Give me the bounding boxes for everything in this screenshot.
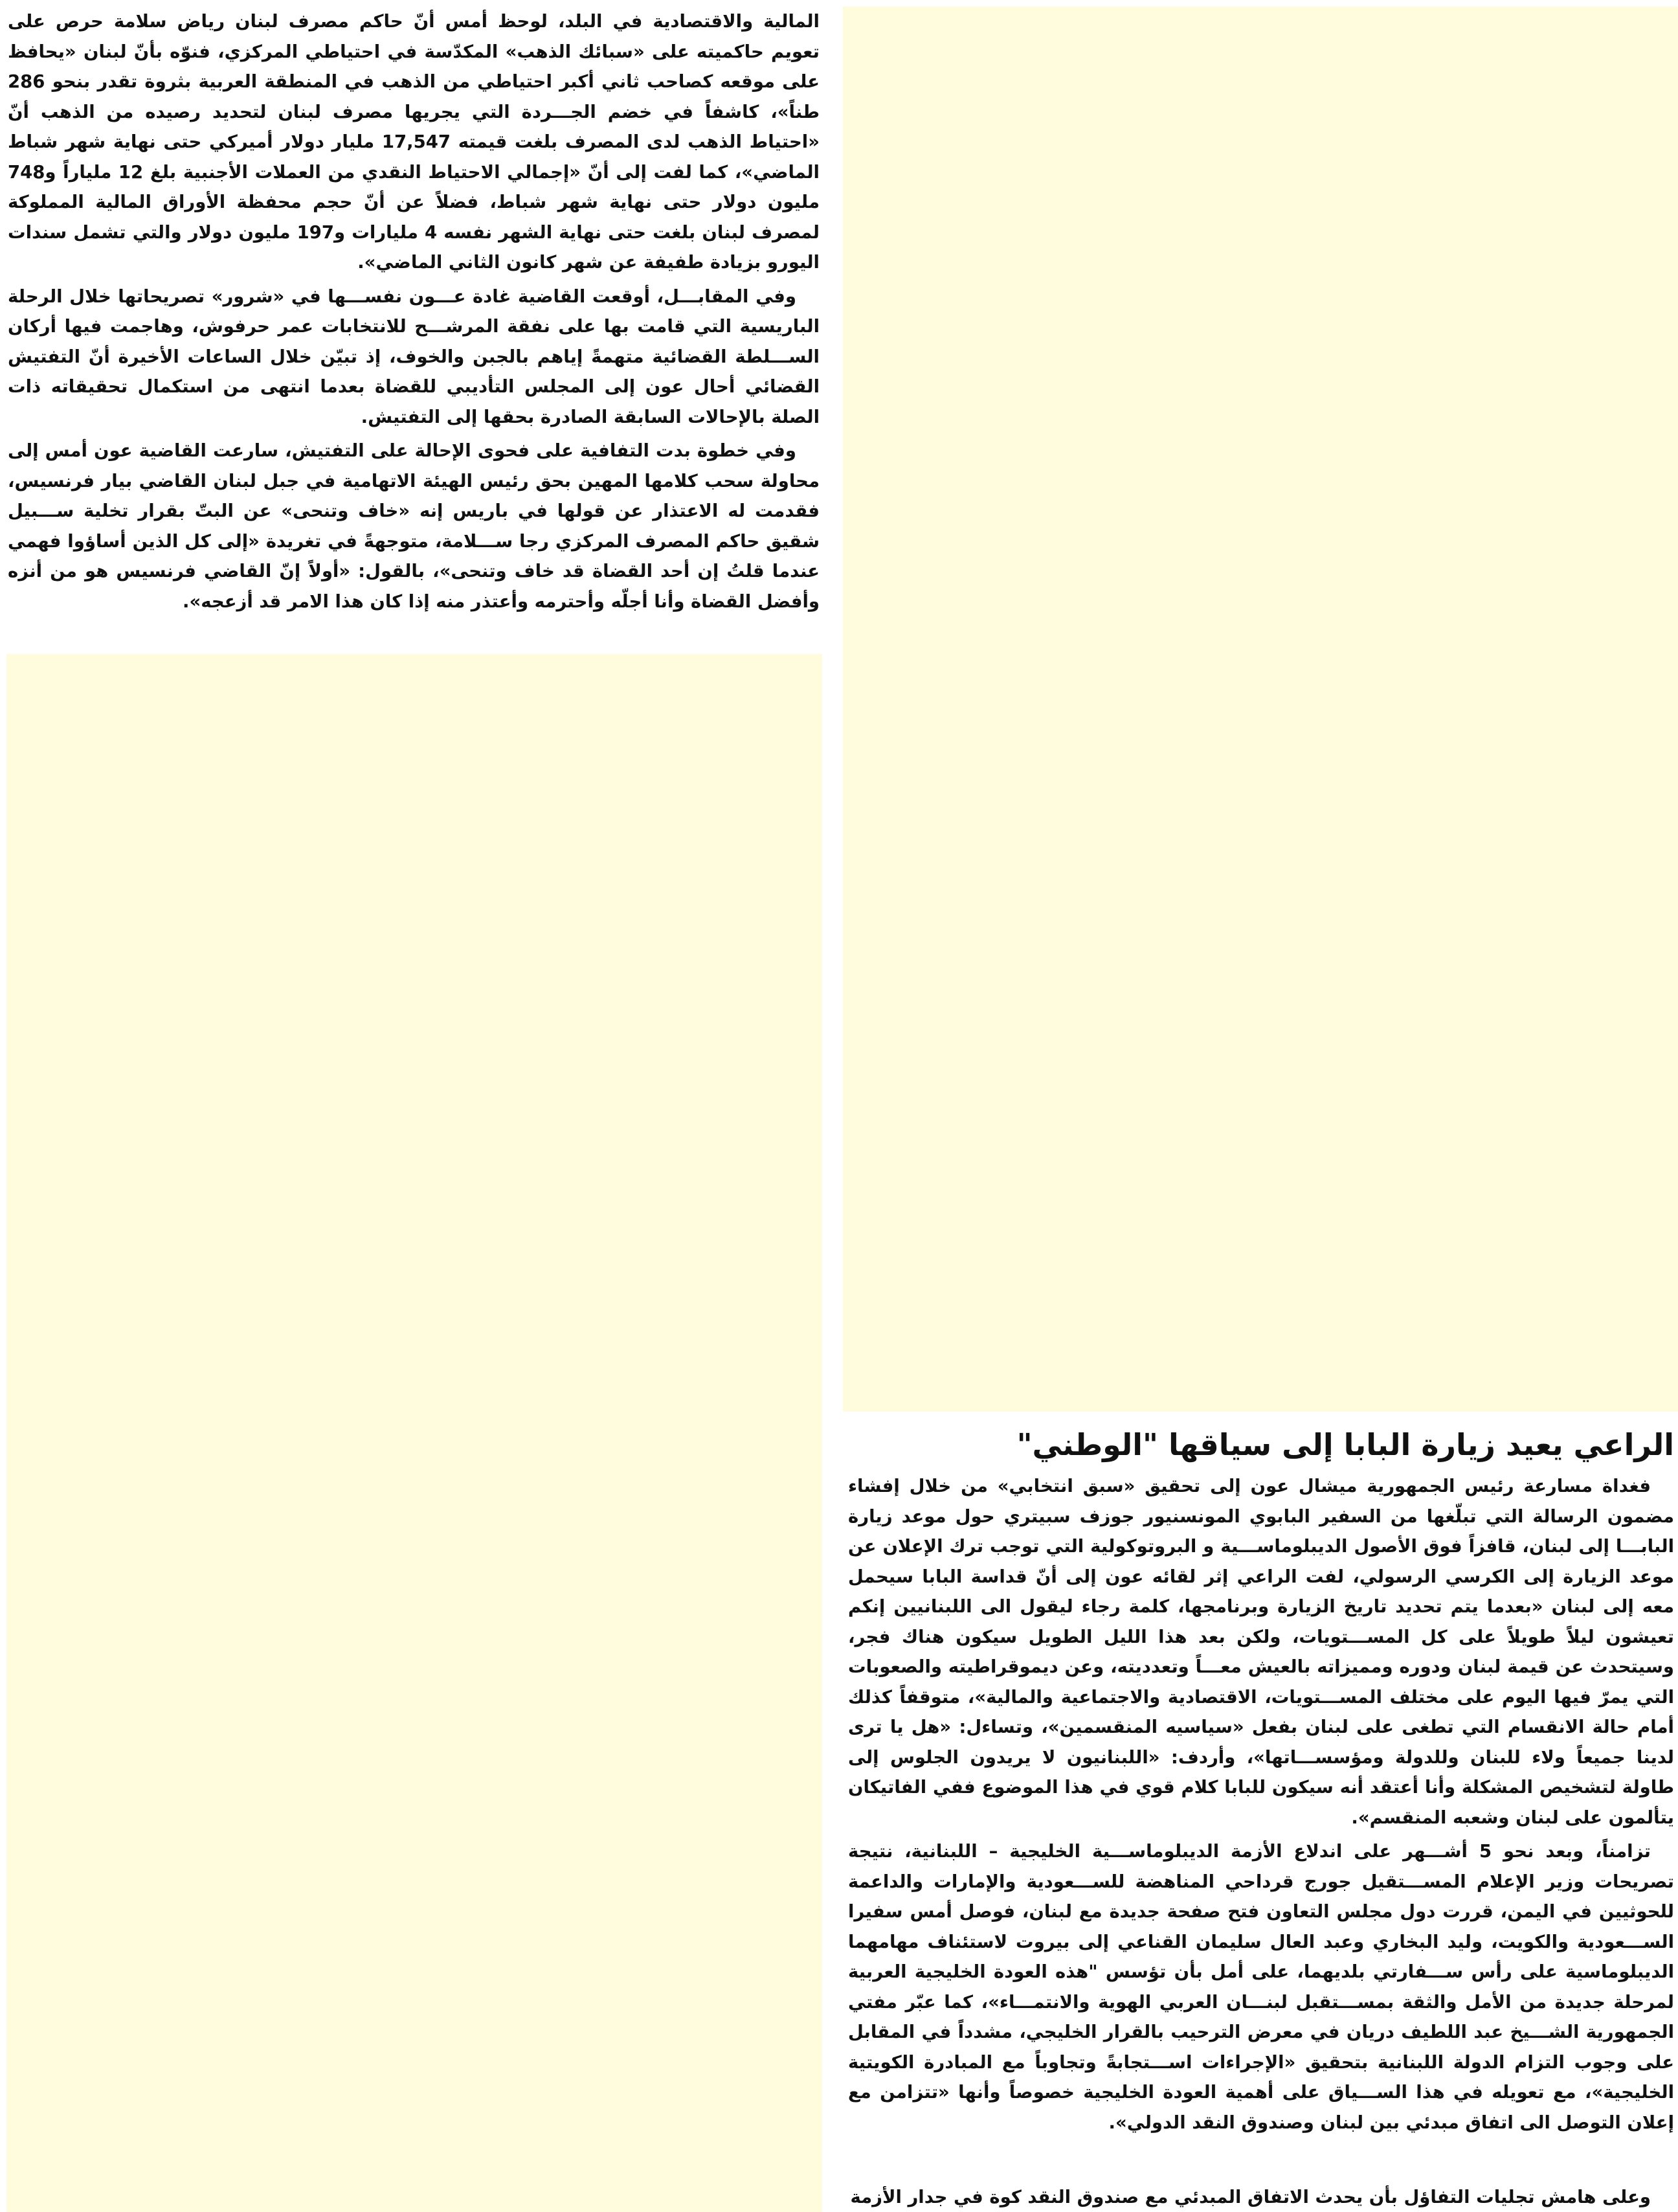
shaded-column-block-bottom-left — [6, 654, 822, 2212]
article-paragraph: تزامناً، وبعد نحو 5 أشـــهر على اندلاع الأزمة الديبلوماســـية الخليجية – اللبنانية، نتيجة تصريحات وزير الإعلام المســـتقيل جورج قرداحي المناهضة للســـعودية والإمارات والداعمة للحوثيين في اليمن، قررت دول مجلس التعاون فتح صفحة جديدة مع لبنان، فوصل أمس سفيرا الســـعودية والكويت، وليد البخاري وعبد العال سليمان القناعي إلى بيروت لاستئناف مهامهما الديبلوماسية على رأس ســـفارتي بلديهما، على أمل بأن تؤسس "هذه العودة الخليجية العربية لمرحلة جديدة من الأمل والثقة بمســـتقبل لبنـــان العربي الهوية والانتمـــاء»، كما عبّر مفتي الجمهورية الشـــيخ عبد اللطيف دريان في معرض الترحيب بالقرار الخليجي، مشدداً في المقابل على وجوب التزام الدولة اللبنانية بتحقيق «الإجراءات اســـتجابةً وتجاوباً مع المبادرة الكويتية الخليجية»، مع تعويله في هذا الســـياق على أهمية العودة الخليجية خصوصاً وأنها «تتزامن مع إعلان التوصل الى اتفاق مبدئي بين لبنان وصندوق النقد الدولي». — [848, 1841, 1674, 2133]
article-top-column — [8, 6, 820, 616]
article-paragraph-tail: وعلى هامش تجليات التفاؤل بأن يحدث الاتفاق المبدئي مع صندوق النقد كوة في جدار الأزمة — [850, 2187, 1651, 2207]
article-paragraph: فغداة مسارعة رئيس الجمهورية ميشال عون إلى تحقيق «سبق انتخابي» من خلال إفشاء مضمون الرسالة التي تبلّغها من السفير البابوي المونسنيور جوزف سبيتري حول موعد زيارة البابـــا إلى لبنان، قافزاً فوق الأصول الديبلوماســـية و البروتوكولية التي توجب ترك الإعلان عن موعد الزيارة إلى الكرسي الرسولي، لفت الراعي إثر لقائه عون إلى أنّ قداسة البابا سيحمل معه إلى لبنان «بعدما يتم تحديد تاريخ الزيارة وبرنامجها، كلمة رجاء ليقول الى اللبنانيين إنكم تعيشون ليلاً طويلاً على كل المســـتويات، ولكن بعد هذا الليل الطويل سيكون هناك فجر، وسيتحدث عن قيمة لبنان ودوره ومميزاته بالعيش معـــاً وتعدديته، وعن ديموقراطيته والصعوبات التي يمرّ فيها اليوم على مختلف المســـتويات، الاقتصادية والاجتماعية والمالية»، متوقفاً كذلك أمام حالة الانقسام التي تطغى على لبنان بفعل «سياسيه المنقسمين»، وتساءل: «هل يا ترى لدينا جميعاً ولاء للبنان وللدولة ومؤسســـاتها»، وأردف: «اللبنانيون لا يريدون الجلوس إلى طاولة لتشخيص المشكلة وأنا أعتقد أنه سيكون للبابا كلام قوي في هذا الموضوع ففي الفاتيكان يتألمون على لبنان وشعبه المنقسم». — [848, 1476, 1674, 1828]
article-continuation-line — [848, 2182, 1674, 2212]
article-paragraph: وفي المقابـــل، أوقعت القاضية غادة عـــون نفســـها في «شرور» تصريحاتها خلال الرحلة الباريسية التي قامت بها على نفقة المرشـــح للانتخابات عمر حرفوش، وهاجمت فيها أركان الســـلطة القضائية متهمةً إياهم بالجبن والخوف، إذ تبيّن خلال الساعات الأخيرة أنّ التفتيش القضائي أحال عون إلى المجلس التأديبي للقضاة بعدما انتهى من استكمال تحقيقاته ذات الصلة بالإحالات السابقة الصادرة بحقها إلى التفتيش. — [8, 286, 820, 427]
article-bottom-column — [848, 1425, 1674, 2138]
article-paragraph: المالية والاقتصادية في البلد، لوحظ أمس أنّ حاكم مصرف لبنان رياض سلامة حرص على تعويم حاكميته على «سبائك الذهب» المكدّسة في احتياطي المركزي، فنوّه بأنّ لبنان «يحافظ على موقعه كصاحب ثاني أكبر احتياطي من الذهب في المنطقة العربية بثروة تقدر بنحو 286 طناً»، كاشفاً في خضم الجـــردة التي يجريها مصرف لبنان لتحديد رصيده من الذهب أنّ «احتياط الذهب لدى المصرف بلغت قيمته 17,547 مليار دولار أميركي حتى نهاية شهر شباط الماضي»، كما لفت إلى أنّ «إجمالي الاحتياط النقدي من العملات الأجنبية بلغ 12 ملياراً و748 مليون دولار حتى نهاية شهر شباط، فضلاً عن أنّ حجم محفظة الأوراق المالية المملوكة لمصرف لبنان بلغت حتى نهاية الشهر نفسه 4 مليارات و197 مليون دولار والتي تشمل سندات اليورو بزيادة طفيفة عن شهر كانون الثاني الماضي». — [8, 11, 820, 273]
article-headline: الراعي يعيد زيارة البابا إلى سياقها "الوطني" — [1016, 1427, 1674, 1462]
article-paragraph: وفي خطوة بدت التفافية على فحوى الإحالة على التفتيش، سارعت القاضية عون أمس إلى محاولة سحب كلامها المهين بحق رئيس الهيئة الاتهامية في جبل لبنان القاضي بيار فرنسيس، فقدمت له الاعتذار عن قولها في باريس إنه «خاف وتنحى» عن البتّ بقرار تخلية ســـبيل شقيق حاكم المصرف المركزي رجا ســـلامة، متوجهةً في تغريدة «إلى كل الذين أساؤوا فهمي عندما قلتُ إن أحد القضاة قد خاف وتنحى»، بالقول: «أولاً إنّ القاضي فرنسيس هو من أنزه وأفضل القضاة وأنا أجلّه وأحترمه وأعتذر منه إذا كان هذا الامر قد أزعجه». — [8, 440, 820, 612]
shaded-column-block-top-right — [843, 6, 1678, 1412]
